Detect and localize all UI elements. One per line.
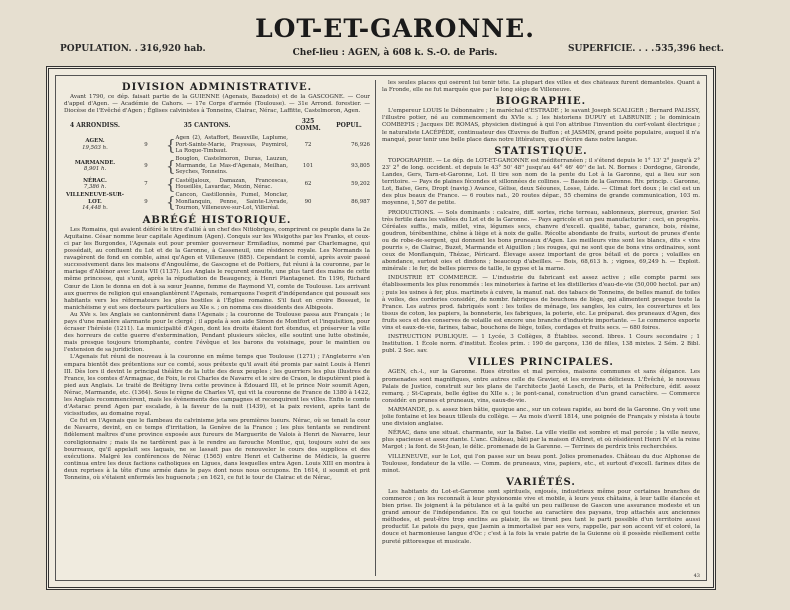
history-paragraph: Au XVe s. les Anglais se cantonnèrent dans l'Agenais ; la couronne de Toulouse passa aux Français ; le pays d'une manière alarmante pour le clergé ; il appela à son aide Simon de Montfort et l'inquisition, pour écraser l'hérésie (1211). La municipalité d'Agen, dont les droits étaient fort étendus, et préserver la ville des horreurs de cette guerre d'extermination, Pendant plusieurs siècles, elle soutint une lutte obstinée, mais presque toujours triomphante, contre l'évêque et les barons du voisinage, pour le maintien ou l'extension de sa juridiction. (64, 311, 370, 354)
col-header-comm: 325 COMM. (295, 118, 321, 132)
population-value: 316,920 hab. (140, 44, 206, 54)
column-divider (375, 80, 376, 576)
col-header-popul: POPUL. (336, 121, 362, 129)
superficie-label: SUPERFICIE. . . . . (568, 44, 661, 54)
arrondissement-table (64, 118, 370, 212)
statistics-paragraph: PRODUCTIONS. — Sols dominants : calcaire, diff. sortes, riche terreau, sablonneux, pierreux, gravier. Sol très fertile dans les vallées du Lot et de la Garonne. — Pays agricole et un peu manufacturier : ceci, en progrès. Céréales suffis., maïs, millet, vins, légumes secs, chanvre d'excell. qualité, tabac, garance, bois, résine, goudron, térébenthine, chêne à liège et à noix de galle. Récolte abondante de fruits, surtout de prunes d'ente ou de robe-de-sergent, qui donnent les bons pruneaux d'Agen. Les meilleurs vins sont les blancs, dits « vins pourris », de Clairac, Buzet, Marmande et Aiguillon ; les rouges, qui ne sont que de bons vins ordinaires, sont ceux de Monflanquin, Thézac, Péricard. Élevage assez important de gros bétail et de porcs ; volailles en abondance, surtout oies et dindons ; beaucoup d'abeilles. — Bois, 68,613 h. ; vignes, 69,249 h. — Exploit. minérale : le fer, de belles pierres de taille, le gypse et la marne. (382, 209, 700, 273)
population-count: 76,926 (351, 141, 370, 148)
canton-list: Bouglon, Castelmoron, Duras, Lauzun, Marmande, Le Mas-d'Agenais, Meilhan, Seyches, Tonneins. (175, 156, 288, 176)
table-header-row (64, 118, 370, 134)
statistics-paragraph: INSTRUCTION PUBLIQUE. — 1 Lycée, 3 Collèges, 8 Établiss. second. libres. 1 Cours secondaire ; 1 Institution. 1 École norm. d'institut. Écoles prim. : 190 de garçons, 136 de filles, 138 mixtes. 2 Sém. 2 Bibl. publ. 2 Soc. sav. (382, 334, 700, 355)
city-paragraph: VILLENEUVE, sur le Lot, qui l'on passe sur un beau pont. Jolies promenades. Château du duc Alphonse de Toulouse, fondateur de la ville. — Comm. de pruneaux, vins, papiers, etc., et surtout d'excell. farines dites de minot. (382, 453, 700, 474)
division-heading: DIVISION ADMINISTRATIVE. (121, 82, 313, 93)
table-row (64, 177, 370, 192)
history-paragraph: Les Romains, qui avaient déféré le titre d'allié à un chef des Nitiobriges, comprirent ce peuple dans la 2e Aquitaine. César nomme leur capitale Agedinum (Agen). Conquis sur les Wisigoths par les Franks, et ceux-ci par les Burgondes, l'Agenais eut pour premier gouverneur Ermiladius, nommé par Charlemagne, qui possédait, au confluent du Lot et de la Garonne, à Casseneuil, une résidence royale. Les Normands la ravagèrent de fond en comble, ainsi qu'Agen et Villeneuve (885). Cependant le comté, après avoir passé successivement dans les maisons d'Angoulême, de Gascogne et de Poitiers, fut réuni à la couronne, par le mariage d'Aliénor avec Louis VII (1137). Les Anglais le reçurent ensuite, une plus tard des mains de cette même princesse, qui s'unit, après la répudiation de Beaugency, à Henri Plantagenet. En 1196, Richard Cœur de Lion le donna en dot à sa sœur Jeanne, femme de Raymond VI, comte de Toulouse. Les arrivant aux guerres de religion qui ensanglantèrent l'Agenais, remarquons l'esprit d'indépendance qui poussait ses habitants vers les réformateurs les plus hostiles à l'Église romaine. S'il faut en croire Bossuet, le manichéisme y eut ses docteurs particuliers au XIe s. ; on nomma ces dissidents des Albigeois. (64, 226, 370, 311)
statistics-paragraph: INDUSTRIE ET COMMERCE. — L'industrie du fabricant est assez active ; elle compte parmi ses établissements les plus renommés : les minoteries à farine et les distilleries d'eau-de-vie (50,000 hectol. par an) ; puis les usines à fer, plus. martinets à cuivre, la manuf. nat. des tabacs de Tonneins, de belles manuf. de toiles à voiles, des corderies considér., de nombr. fabriques de bouchons de liège, qui alimentent presque toute la France. Les autres prod. fabriqués sont : les toiles de ménage, les sangles, les cuirs, les couvertures et les tissus de coton, les papiers, la bonneterie, les fabriques, la poterie, etc. Le préparat. des pruneaux d'Agen, des fruits secs et des conserves de volaille est encore une branche d'industrie importante. — Le commerce exporte vins et eaux-de-vie, farines, tabac, bouchons de liège, toiles, cordages et fruits secs. — 680 foires. (382, 275, 700, 331)
canton-list: Agen (2), Astaffort, Beauville, Laplume, Port-Sainte-Marie, Prayssas, Puymirol, La Roque-Timbaut. (175, 135, 288, 154)
history-paragraph: Ce fut en l'Agenais que le flambeau du calvinisme jeta ses premières lueurs. Nérac, où se tenait la cour de Navarre, devint, en ce temps d'irritation, la Genève de la France ; les plus tentants se rendirent fidèlement maîtres d'une province exposée aux fureurs de Marguerite de Valois à Henri de Navarre, leur coreligionnaire ; mais ils ne tardèrent pas à le rendre au farouche Montluc, qui, toujours suivi de ses bourreaux, qu'il appelait ses laquais, ne se lassait pas de renouveler le cours des supplices et des exécutions. Malgré les conférences de Nérac (1565) entre Henri et Catherine de Médicis, la guerre continua entre les deux factions catholiques en Ligues, dans lesquelles entra Agen. Louis XIII en montra à deux reprises à la tête d'une armée dans le pays dont nous nous occupons. En 1614, il soumit et prit Tonneins, où s'étaient enfermés les huguenots ; en 1621, ce fut le tour de Clairac et de Nérac, (64, 418, 370, 482)
col-header-cantons: 35 CANTONS. (183, 121, 231, 129)
communes-count: 90 (304, 198, 312, 205)
biography-text: L'empereur LOUIS le Débonnaire ; le maréchal d'ESTRADE ; le savant Joseph SCALIGER ; Bernard PALISSY, l'illustre potier, né au commencement du XVIe s. ; les historiens DUPUY et LABRUNIE ; le dominicain COMBEFIS ; Jacques DE ROMAS, physicien distingué à qui l'on attribue l'invention du cerf-volant électrique ; le naturaliste LACÉPÈDE, continuateur des Œuvres de Buffon ; et JASMIN, grand poète populaire, auquel il n'a manqué, pour tenir une belle place dans notre littérature, que d'écrire dans notre langue. (382, 108, 700, 143)
population-label: POPULATION. . . . . (60, 44, 157, 54)
arrondissement-name: AGEN. 19,503 h. (82, 138, 108, 151)
col-header-arrondiss: 4 ARRONDISS. (69, 121, 121, 129)
city-paragraph: NÉRAC, dans une situat. charmante, sur la Baïse. La ville vieille est sombre et mal percée ; la ville neuve, plus spacieuse et assez riante. L'anc. Château, bâti par la maison d'Albret, et où résidèrent Henri IV et la reine Margot ; la font. de St-Jean, le délic. promenade de la Garenne. — Terrines de perdrix très recherchées. (382, 430, 700, 451)
communes-count: 72 (304, 141, 312, 148)
statistics-heading: STATISTIQUE. (494, 145, 588, 157)
brace-glyph: { (166, 135, 176, 154)
arrondissement-name: MARMANDE. 8,901 h. (74, 159, 116, 173)
statistics-paragraph: TOPOGRAPHIE. — Le dép. de LOT-ET-GARONNE est méditerranéen ; il s'étend depuis le 1° 13' 2° jusqu'à 2° 23' 2° de long. occident. et depuis le 43° 50' 48'' jusqu'au 44° 46' 40'' de lat. N. Bornes : Dordogne, Gironde, Landes, Gers, Tarn-et-Garonne, Lot. Il tire son nom de la pente du Lot à la Garonne, qui a lieu sur son territoire. — Pays de plaines fécondes et sillonnées de collines. — Bassin de la Garonne. Riv. princip. : Garonne, Lot, Baïse, Gers, Dropt (navig.) Avance, Gélise, deux Séounes, Losse, Léde. — Climat fort doux ; le ciel est un des plus beaux de France. — 6 routes nat., 20 routes dépar., 55 chemins de grande communication, 103 m. moyenne, 1,507 de petite. (382, 157, 700, 207)
right-column (382, 80, 700, 576)
brace-glyph: { (166, 156, 176, 175)
canton-list: Castéljaloux, Damazan, Francescas, Houeillès, Lavardac, Mezin, Nérac. (175, 177, 288, 191)
history-paragraph: L'Agenais fut réuni de nouveau à la couronne en même temps que Toulouse (1271) ; l'Angleterre s'en empara bientôt des prétentions sur ce comté, sous prétexte qu'il avait été promis par saint Louis à Henri III. Dès lors il devint le principal théâtre de la lutte des deux peuples ; les guerriers les plus illustres de France, les comtes d'Armagnac, de Foix, le roi Charles de Navarre et le sire de Craon, le disputèrent pied à pied aux Anglais. Le traité de Brétigny livra cette province à Édouard III, et le prince Noir soumit Agen, Nérac, Marmande, etc. (1364). Sous le règne de Charles VI, qui vit la couronne de France de 1380 à 1422, les Anglais recommencèrent, mais les événements des campagnes et reconquirent les villes. Enfin le comte d'Astarac prend Agen par escalade, à la faveur de la nuit (1439), et la paix revient, après tant de vicissitudes, au domaine royal. (64, 354, 370, 418)
division-text: Avant 1790, ce dép. faisait partie de la GUIENNE (Agenais, Bazadois) et de la GASCOGNE. — Cour d'appel d'Agen. — Académie de Cahors. — 17e Corps d'armée (Toulouse). — 31e Arrond. forestier. — Diocèse de l'Evêché d'Agen ; Églises calvinistes à Tonneins, Clairac, Nérac, Laffitte, Castelmoron, Agen. (64, 94, 370, 115)
chef-lieu-subtitle: Chef-lieu : AGEN, à 608 k. S.-O. de Paris. (292, 48, 498, 58)
city-paragraph: AGEN, ch.-l., sur la Garonne. Rues étroites et mal percées, maisons communes et sans élégance. Les promenades sont magnifiques, entre autres celle du Gravier, et les environs délicieux. L'Évêché, le nouveau Palais de Justice, construit sur les plans de l'architecte Jaoté Lesch, de Paris, et la Préfecture, édif. assez remarq. ; St-Caprais, belle église du XIIe s. ; le pont-canal, construction d'un grand caractère. — Commerce considér. en prunes et pruneaux, vins, eaux-de-vie. (382, 369, 700, 404)
history-section (64, 214, 370, 482)
population-count: 93,805 (351, 162, 370, 169)
population-count: 59,202 (351, 180, 370, 187)
canton-count: 9 (144, 198, 148, 205)
canton-count: 9 (144, 162, 148, 169)
population-count: 86,987 (351, 198, 370, 205)
arrondissement-name: NÉRAC. 7,386 h. (83, 177, 107, 191)
varieties-heading: VARIÉTÉS. (506, 476, 576, 488)
biography-heading: BIOGRAPHIE. (495, 96, 587, 108)
content-frame (46, 66, 716, 590)
table-row (64, 155, 370, 176)
content-inner-border (55, 75, 707, 581)
city-paragraph: MARMANDE, p. s. assez bien bâtie, quoique anc., sur un coteau rapide, au bord de la Garonne. On y voit une jolie fontaine et les beaux tilleuls du collège. — Au mois d'avril 1814, une poignée de Français y résista à toute une division anglaise. (382, 406, 700, 428)
left-column (64, 80, 370, 576)
cities-heading: VILLES PRINCIPALES. (468, 357, 614, 369)
brace-glyph: { (166, 192, 176, 211)
communes-count: 101 (302, 162, 314, 169)
history-continuation: les seules places qui osèrent lui tenir tête. La plupart des villes et des châteaux furent démantelés. Quant à la Fronde, elle ne fut marquée que par le long siège de Villeneuve. (382, 80, 700, 94)
varieties-text: Les habitants du Lot-et-Garonne sont spirituels, enjoués, industrieux même pour certaines branches de commerce ; on les reconnaît à leur physionomie vive et mobile, à leurs yeux châtains, à leur taille élancée et bien prise. Ils joignent à la pétulance et à la gaîté un peu railleuse de Gascon une assurance modeste et un grand amour de l'indépendance. En ce qui touche au caractère des paysans, trop attachés aux anciennes méthodes, et peut-être trop enclins au plaisir, ils se tirent peu tant le parti possible d'un territoire aussi productif. Le patois du pays, que Jasmin a immortalisé par ses vers, rappelle, par son accent vif et coloré, la douce et harmonieuse langue d'Oc ; c'est à la fois la vraie patrie de la Guienne où il possède réellement cette pureté pittoresque et musicale. (382, 488, 700, 545)
table-row (64, 191, 370, 212)
history-heading: ABRÉGÉ HISTORIQUE. (142, 214, 292, 226)
page-number: 43 (693, 573, 700, 579)
canton-count: 9 (144, 141, 148, 148)
communes-count: 62 (304, 180, 312, 187)
canton-count: 7 (144, 180, 148, 187)
page-title: LOT-ET-GARONNE. (255, 14, 535, 43)
brace-glyph: { (166, 174, 176, 193)
canton-list: Cancon, Castillonnès, Fumel, Monclar, Monflanquin, Penne, Sainte-Livrade, Tournon, Villeneuve-sur-Lot, Villeréal. (175, 192, 288, 212)
superficie-value: 535,396 hect. (655, 44, 724, 54)
arrondissement-name: VILLENEUVE-SUR-LOT. 14,448 h. (65, 192, 125, 212)
table-row (64, 134, 370, 155)
